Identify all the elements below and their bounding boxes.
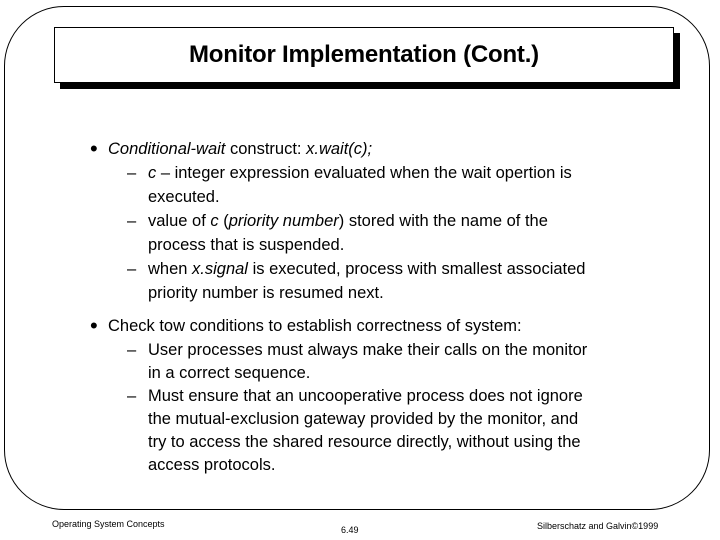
sub-bullet-text-part: priority number is resumed next.: [148, 284, 384, 302]
sub-bullet-text-part: User processes must always make their calls on the monitor: [148, 341, 588, 359]
footer-right: Silberschatz and Galvin©1999: [537, 521, 659, 531]
sub-bullet-line: [148, 455, 275, 475]
footer-page-number: 6.49: [341, 525, 359, 535]
sub-bullet-text-part: try to access the shared resource directly, without using the: [148, 433, 581, 451]
sub-bullet-text-part: (: [218, 212, 229, 230]
slide-title: Monitor Implementation (Cont.): [189, 41, 539, 68]
sub-bullet-line: [148, 363, 310, 383]
sub-bullet-text-part: priority number: [228, 212, 339, 230]
sub-bullet-text-part: process that is suspended.: [148, 236, 345, 254]
sub-bullet-dash: –: [127, 164, 137, 182]
sub-bullet-line: [148, 340, 587, 360]
sub-bullet-line: [148, 187, 220, 207]
sub-bullet-line: [148, 432, 581, 452]
bullet-text-part: x.wait(c);: [306, 140, 373, 158]
sub-bullet-text-part: Must ensure that an uncooperative process does not ignore: [148, 387, 583, 405]
sub-bullet-text-part: executed.: [148, 188, 220, 206]
sub-bullet-dash: –: [127, 212, 137, 230]
sub-bullet-text-part: in a correct sequence.: [148, 364, 311, 382]
sub-bullet-line: [148, 409, 578, 429]
sub-bullet-dash: –: [127, 341, 137, 359]
sub-bullet-text-part: access protocols.: [148, 456, 276, 474]
sub-bullet-line: [148, 211, 548, 231]
bullet-dot: •: [90, 136, 98, 161]
bullet-dot: •: [90, 313, 98, 338]
bullet-text-part: Conditional-wait: [108, 140, 226, 158]
sub-bullet-line: [148, 283, 384, 303]
sub-bullet-dash: –: [127, 260, 137, 278]
sub-bullet-text-part: value of: [148, 212, 211, 230]
footer-left: Operating System Concepts: [52, 519, 165, 529]
sub-bullet-line: [148, 386, 583, 406]
sub-bullet-text-part: is executed, process with smallest associated: [247, 260, 586, 278]
sub-bullet-text-part: x.signal: [192, 260, 248, 278]
sub-bullet-text-part: c: [148, 164, 157, 182]
sub-bullet-line: [148, 163, 572, 183]
sub-bullet-line: [148, 259, 585, 279]
sub-bullet-line: [148, 235, 344, 255]
bullet-text-part: Check tow conditions to establish correctness of system:: [108, 317, 522, 335]
bullet-text: [108, 316, 522, 336]
sub-bullet-dash: –: [127, 387, 137, 405]
bullet-text: [108, 139, 372, 159]
sub-bullet-text-part: the mutual-exclusion gateway provided by the monitor, and: [148, 410, 579, 428]
sub-bullet-text-part: when: [148, 260, 193, 278]
sub-bullet-text-part: – integer expression evaluated when the wait opertion is: [156, 164, 572, 182]
sub-bullet-text-part: c: [210, 212, 219, 230]
sub-bullet-text-part: ) stored with the name of the: [338, 212, 548, 230]
bullet-text-part: construct:: [225, 140, 307, 158]
